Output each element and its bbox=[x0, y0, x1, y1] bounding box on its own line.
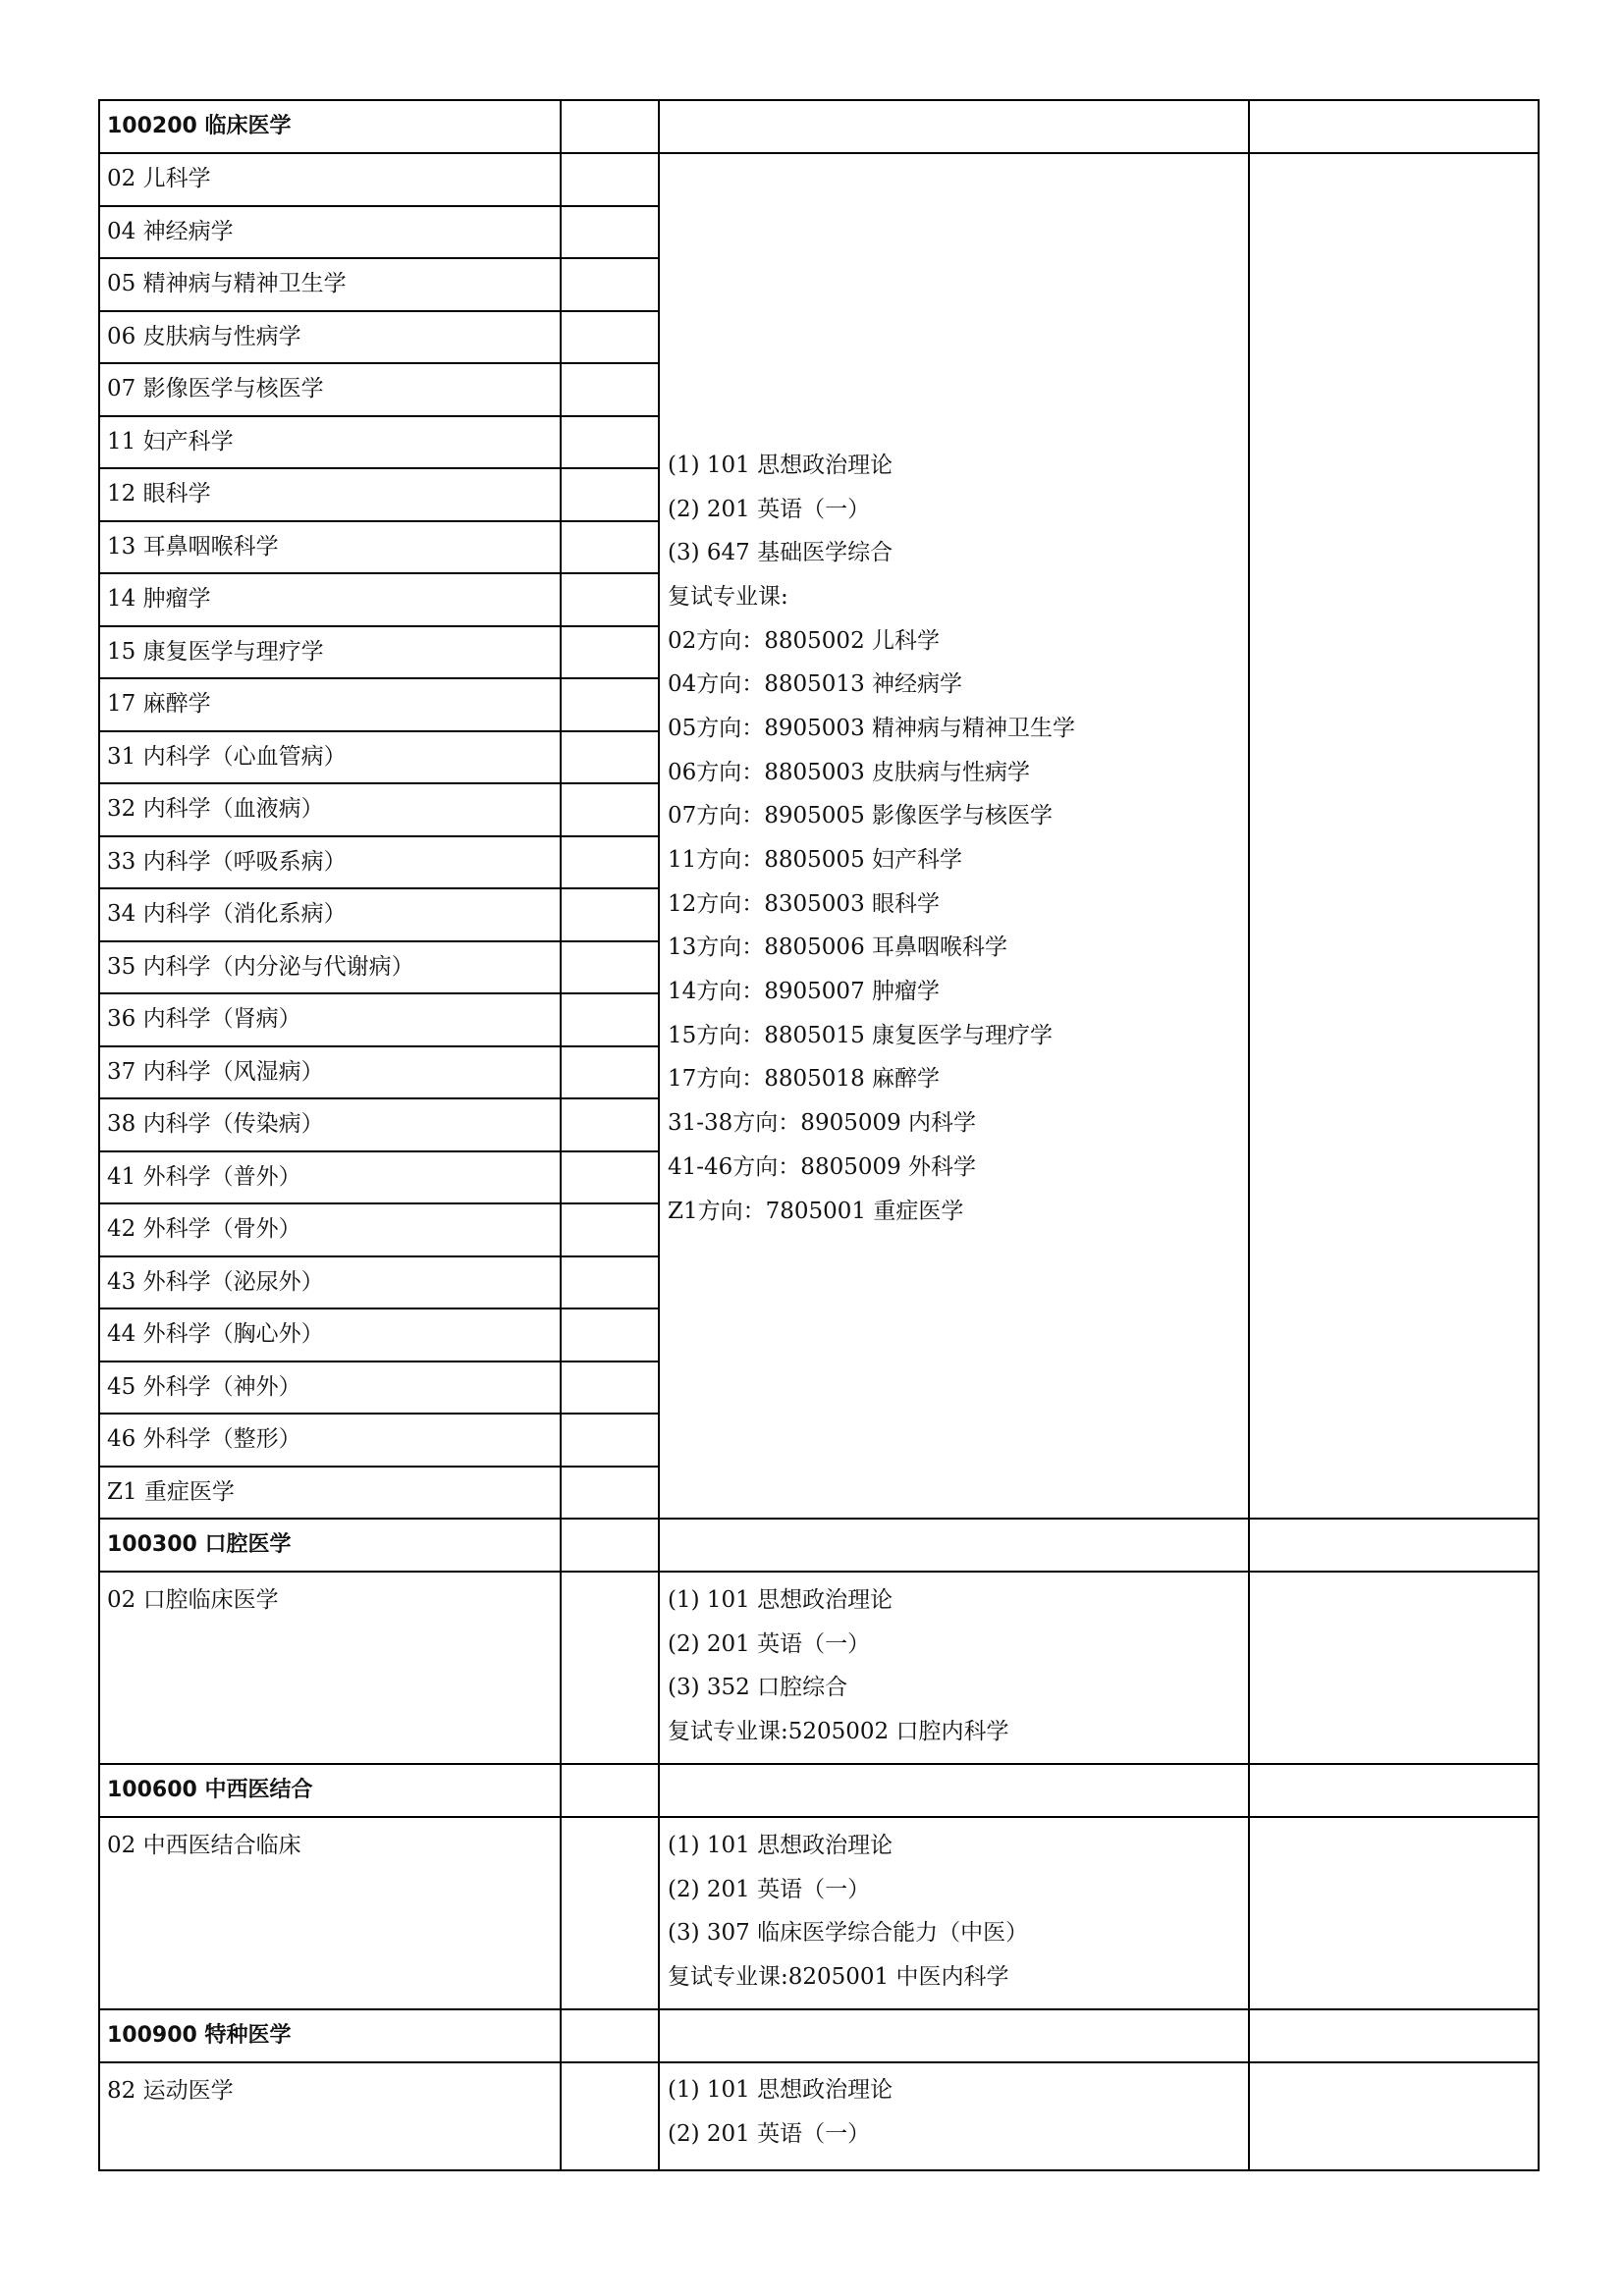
empty-cell bbox=[561, 2009, 659, 2062]
section-title: 100200 临床医学 bbox=[99, 100, 561, 153]
exam-line: 14方向：8905007 肿瘤学 bbox=[668, 979, 941, 1005]
exam-line: (2) 201 英语（一） bbox=[668, 1630, 871, 1657]
empty-cell bbox=[561, 783, 659, 836]
admissions-table-page bbox=[98, 99, 1540, 2171]
empty-cell bbox=[561, 468, 659, 521]
direction-name: 13 耳鼻咽喉科学 bbox=[99, 521, 561, 574]
empty-cell bbox=[561, 993, 659, 1046]
exam-line: 复试专业课:5205002 口腔内科学 bbox=[668, 1719, 1009, 1745]
notes-cell bbox=[1249, 2062, 1539, 2170]
section-header-row bbox=[99, 1519, 1539, 1572]
exam-line: 复试专业课:8205001 中医内科学 bbox=[668, 1964, 1009, 1991]
direction-row bbox=[99, 1817, 1539, 2009]
empty-cell bbox=[659, 100, 1249, 153]
direction-name: 36 内科学（肾病） bbox=[99, 993, 561, 1046]
exam-line: 02方向：8805002 儿科学 bbox=[668, 627, 941, 654]
exam-line: 12方向：8305003 眼科学 bbox=[668, 890, 941, 917]
empty-cell bbox=[561, 258, 659, 311]
admissions-table bbox=[98, 99, 1540, 2171]
empty-cell bbox=[561, 678, 659, 731]
empty-cell bbox=[561, 941, 659, 994]
empty-cell bbox=[561, 1362, 659, 1415]
empty-cell bbox=[561, 153, 659, 206]
direction-name: 12 眼科学 bbox=[99, 468, 561, 521]
empty-cell bbox=[561, 1414, 659, 1467]
exam-line: (2) 201 英语（一） bbox=[668, 1876, 871, 1902]
empty-cell bbox=[659, 1764, 1249, 1817]
exam-line: 31-38方向：8905009 内科学 bbox=[668, 1110, 977, 1137]
empty-cell bbox=[561, 1467, 659, 1520]
exam-line: 06方向：8805003 皮肤病与性病学 bbox=[668, 759, 1031, 785]
exam-subjects-cell bbox=[659, 1572, 1249, 1764]
empty-cell bbox=[561, 1764, 659, 1817]
direction-name: 14 肿瘤学 bbox=[99, 573, 561, 626]
exam-line: 17方向：8805018 麻醉学 bbox=[668, 1066, 941, 1093]
empty-cell bbox=[561, 1817, 659, 2009]
empty-cell bbox=[561, 1046, 659, 1099]
empty-cell bbox=[561, 1203, 659, 1256]
direction-name: 44 外科学（胸心外） bbox=[99, 1308, 561, 1362]
exam-line: 04方向：8805013 神经病学 bbox=[668, 671, 963, 698]
direction-name: 17 麻醉学 bbox=[99, 678, 561, 731]
exam-line: (1) 101 思想政治理论 bbox=[668, 452, 893, 478]
direction-name: 46 外科学（整形） bbox=[99, 1414, 561, 1467]
empty-cell bbox=[1249, 100, 1539, 153]
empty-cell bbox=[561, 311, 659, 364]
section-header-row bbox=[99, 2009, 1539, 2062]
exam-line: (1) 101 思想政治理论 bbox=[668, 2077, 893, 2103]
empty-cell bbox=[659, 2009, 1249, 2062]
empty-cell bbox=[561, 1098, 659, 1151]
direction-name: 82 运动医学 bbox=[99, 2062, 561, 2170]
notes-cell bbox=[1249, 1817, 1539, 2009]
section-title: 100900 特种医学 bbox=[99, 2009, 561, 2062]
empty-cell bbox=[561, 1256, 659, 1309]
direction-name: Z1 重症医学 bbox=[99, 1467, 561, 1520]
empty-cell bbox=[1249, 2009, 1539, 2062]
exam-line: 05方向：8905003 精神病与精神卫生学 bbox=[668, 715, 1076, 741]
direction-name: 07 影像医学与核医学 bbox=[99, 363, 561, 416]
empty-cell bbox=[561, 573, 659, 626]
section-header-row bbox=[99, 100, 1539, 153]
empty-cell bbox=[659, 1519, 1249, 1572]
direction-name: 38 内科学（传染病） bbox=[99, 1098, 561, 1151]
direction-name: 15 康复医学与理疗学 bbox=[99, 626, 561, 679]
direction-name: 06 皮肤病与性病学 bbox=[99, 311, 561, 364]
direction-name: 37 内科学（风湿病） bbox=[99, 1046, 561, 1099]
empty-cell bbox=[561, 363, 659, 416]
direction-name: 42 外科学（骨外） bbox=[99, 1203, 561, 1256]
exam-line: (2) 201 英语（一） bbox=[668, 496, 871, 522]
section-title: 100300 口腔医学 bbox=[99, 1519, 561, 1572]
empty-cell bbox=[1249, 1519, 1539, 1572]
exam-line: 41-46方向：8805009 外科学 bbox=[668, 1153, 977, 1180]
exam-line: (3) 647 基础医学综合 bbox=[668, 540, 893, 566]
direction-name: 32 内科学（血液病） bbox=[99, 783, 561, 836]
section-title: 100600 中西医结合 bbox=[99, 1764, 561, 1817]
direction-name: 02 中西医结合临床 bbox=[99, 1817, 561, 2009]
empty-cell bbox=[561, 1572, 659, 1764]
notes-cell bbox=[1249, 153, 1539, 1519]
direction-name: 34 内科学（消化系病） bbox=[99, 888, 561, 941]
exam-line: 复试专业课: bbox=[668, 583, 788, 610]
empty-cell bbox=[561, 626, 659, 679]
empty-cell bbox=[561, 1151, 659, 1204]
empty-cell bbox=[561, 731, 659, 784]
empty-cell bbox=[561, 1519, 659, 1572]
exam-subjects-cell bbox=[659, 2062, 1249, 2170]
notes-cell bbox=[1249, 1572, 1539, 1764]
exam-line: 15方向：8805015 康复医学与理疗学 bbox=[668, 1022, 1054, 1048]
direction-name: 33 内科学（呼吸系病） bbox=[99, 836, 561, 889]
exam-line: (3) 352 口腔综合 bbox=[668, 1675, 848, 1701]
direction-name: 35 内科学（内分泌与代谢病） bbox=[99, 941, 561, 994]
exam-subjects-cell bbox=[659, 153, 1249, 1519]
empty-cell bbox=[561, 2062, 659, 2170]
exam-line: (2) 201 英语（一） bbox=[668, 2120, 871, 2147]
direction-name: 02 口腔临床医学 bbox=[99, 1572, 561, 1764]
direction-name: 41 外科学（普外） bbox=[99, 1151, 561, 1204]
empty-cell bbox=[561, 521, 659, 574]
direction-name: 02 儿科学 bbox=[99, 153, 561, 206]
exam-line: 07方向：8905005 影像医学与核医学 bbox=[668, 803, 1054, 829]
direction-name: 05 精神病与精神卫生学 bbox=[99, 258, 561, 311]
exam-line: 13方向：8805006 耳鼻咽喉科学 bbox=[668, 934, 1008, 961]
exam-line: Z1方向：7805001 重症医学 bbox=[668, 1198, 964, 1224]
direction-name: 45 外科学（神外） bbox=[99, 1362, 561, 1415]
exam-line: (1) 101 思想政治理论 bbox=[668, 1833, 893, 1858]
exam-line: (1) 101 思想政治理论 bbox=[668, 1587, 893, 1613]
empty-cell bbox=[561, 416, 659, 469]
exam-subjects-cell bbox=[659, 1817, 1249, 2009]
direction-row bbox=[99, 153, 1539, 206]
empty-cell bbox=[561, 100, 659, 153]
direction-name: 31 内科学（心血管病） bbox=[99, 731, 561, 784]
direction-name: 43 外科学（泌尿外） bbox=[99, 1256, 561, 1309]
direction-name: 11 妇产科学 bbox=[99, 416, 561, 469]
exam-line: 11方向：8805005 妇产科学 bbox=[668, 847, 963, 873]
direction-row bbox=[99, 2062, 1539, 2170]
empty-cell bbox=[1249, 1764, 1539, 1817]
empty-cell bbox=[561, 836, 659, 889]
direction-name: 04 神经病学 bbox=[99, 206, 561, 259]
exam-line: (3) 307 临床医学综合能力（中医） bbox=[668, 1920, 1029, 1947]
empty-cell bbox=[561, 206, 659, 259]
section-header-row bbox=[99, 1764, 1539, 1817]
empty-cell bbox=[561, 888, 659, 941]
empty-cell bbox=[561, 1308, 659, 1362]
direction-row bbox=[99, 1572, 1539, 1764]
